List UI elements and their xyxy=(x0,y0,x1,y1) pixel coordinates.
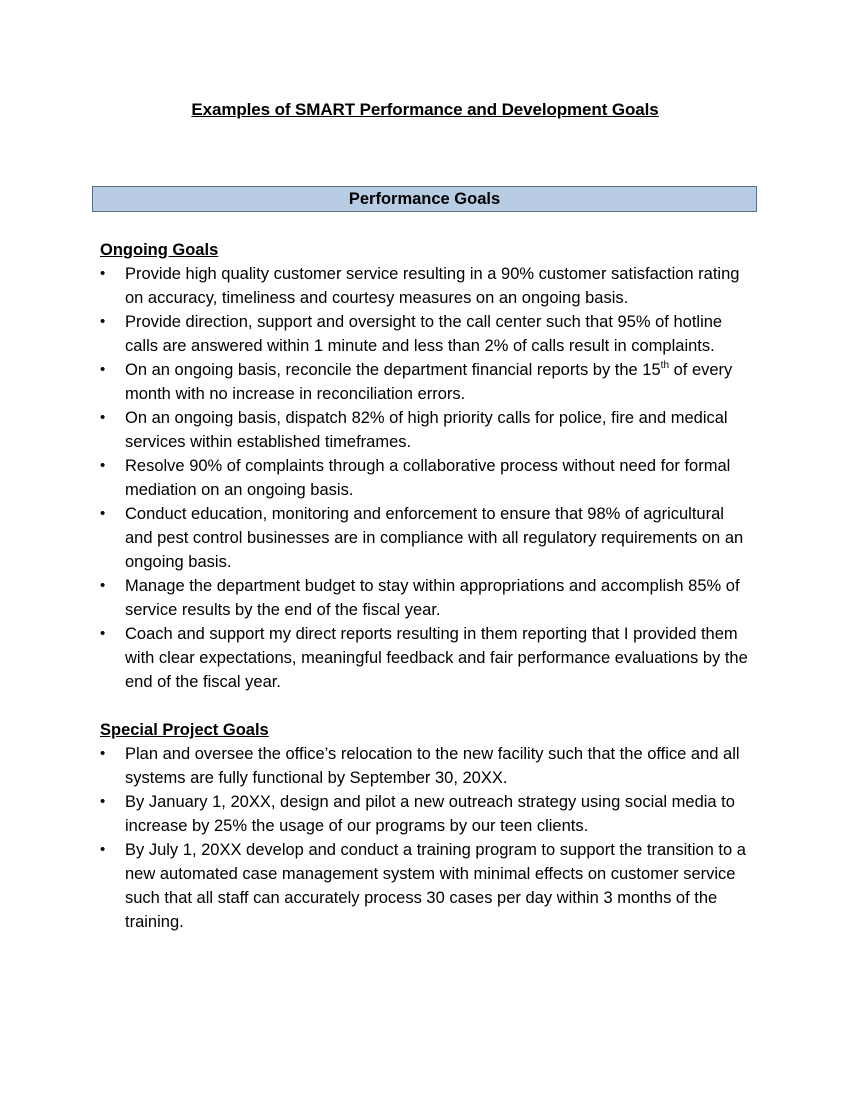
bullet-icon: • xyxy=(100,745,106,762)
list-item xyxy=(100,838,750,934)
goal-list xyxy=(100,742,750,934)
bullet-icon: • xyxy=(100,457,106,474)
ordinal-superscript: th xyxy=(660,360,670,371)
section-heading: Ongoing Goals xyxy=(100,241,219,259)
bullet-icon: • xyxy=(100,793,106,810)
list-item-text-start: On an ongoing basis, reconcile the department financial reports by the 15 xyxy=(125,361,661,379)
list-item-text: Resolve 90% of complaints through a collaborative process without need for formal mediation on an ongoing basis. xyxy=(125,457,731,499)
goal-list xyxy=(100,262,750,694)
bullet-icon: • xyxy=(100,841,106,858)
list-item xyxy=(100,310,750,358)
bullet-icon: • xyxy=(100,577,106,594)
list-item-text: On an ongoing basis, dispatch 82% of high priority calls for police, fire and medical services within established timeframes. xyxy=(125,409,728,451)
list-item-text xyxy=(125,361,732,403)
list-item-text: Coach and support my direct reports resulting in them reporting that I provided them with clear expectations, meaningful feedback and fair performance evaluations by the end of the fiscal year. xyxy=(125,625,748,691)
list-item-text: Plan and oversee the office’s relocation to the new facility such that the office and all systems are fully functional by September 30, 20XX. xyxy=(125,745,740,787)
list-item-text: By July 1, 20XX develop and conduct a training program to support the transition to a new automated case management system with minimal effects on customer service such that all staff can accurately process 30 cases per day within 3 months of the training. xyxy=(125,841,746,931)
bullet-icon: • xyxy=(100,361,106,378)
list-item-text: By January 1, 20XX, design and pilot a new outreach strategy using social media to increase by 25% the usage of our programs by our teen clients. xyxy=(125,793,735,835)
bullet-icon: • xyxy=(100,505,106,522)
section-ongoing-goals xyxy=(100,238,750,694)
list-item-text: Manage the department budget to stay within appropriations and accomplish 85% of service results by the end of the fiscal year. xyxy=(125,577,740,619)
document-content xyxy=(100,238,750,934)
list-item xyxy=(100,574,750,622)
section-heading: Special Project Goals xyxy=(100,721,269,739)
list-item xyxy=(100,406,750,454)
list-item xyxy=(100,454,750,502)
bullet-icon: • xyxy=(100,265,106,282)
bullet-icon: • xyxy=(100,409,106,426)
section-special-project-goals xyxy=(100,718,750,934)
list-item xyxy=(100,358,750,406)
section-spacer xyxy=(100,694,750,718)
document-title: Examples of SMART Performance and Development Goals xyxy=(191,100,659,119)
list-item xyxy=(100,262,750,310)
bullet-icon: • xyxy=(100,313,106,330)
list-item xyxy=(100,622,750,694)
list-item-text: Conduct education, monitoring and enforcement to ensure that 98% of agricultural and pest control businesses are in compliance with all regulatory requirements on an ongoing basis. xyxy=(125,505,744,571)
list-item xyxy=(100,502,750,574)
list-item xyxy=(100,742,750,790)
list-item-text-end: of every month with no increase in reconciliation errors. xyxy=(125,361,733,403)
list-item xyxy=(100,790,750,838)
list-item-text: Provide high quality customer service resulting in a 90% customer satisfaction rating on accuracy, timeliness and courtesy measures on an ongoing basis. xyxy=(125,265,740,307)
list-item-text: Provide direction, support and oversight to the call center such that 95% of hotline calls are answered within 1 minute and less than 2% of calls result in complaints. xyxy=(125,313,723,355)
performance-goals-banner: Performance Goals xyxy=(92,186,757,212)
bullet-icon: • xyxy=(100,625,106,642)
